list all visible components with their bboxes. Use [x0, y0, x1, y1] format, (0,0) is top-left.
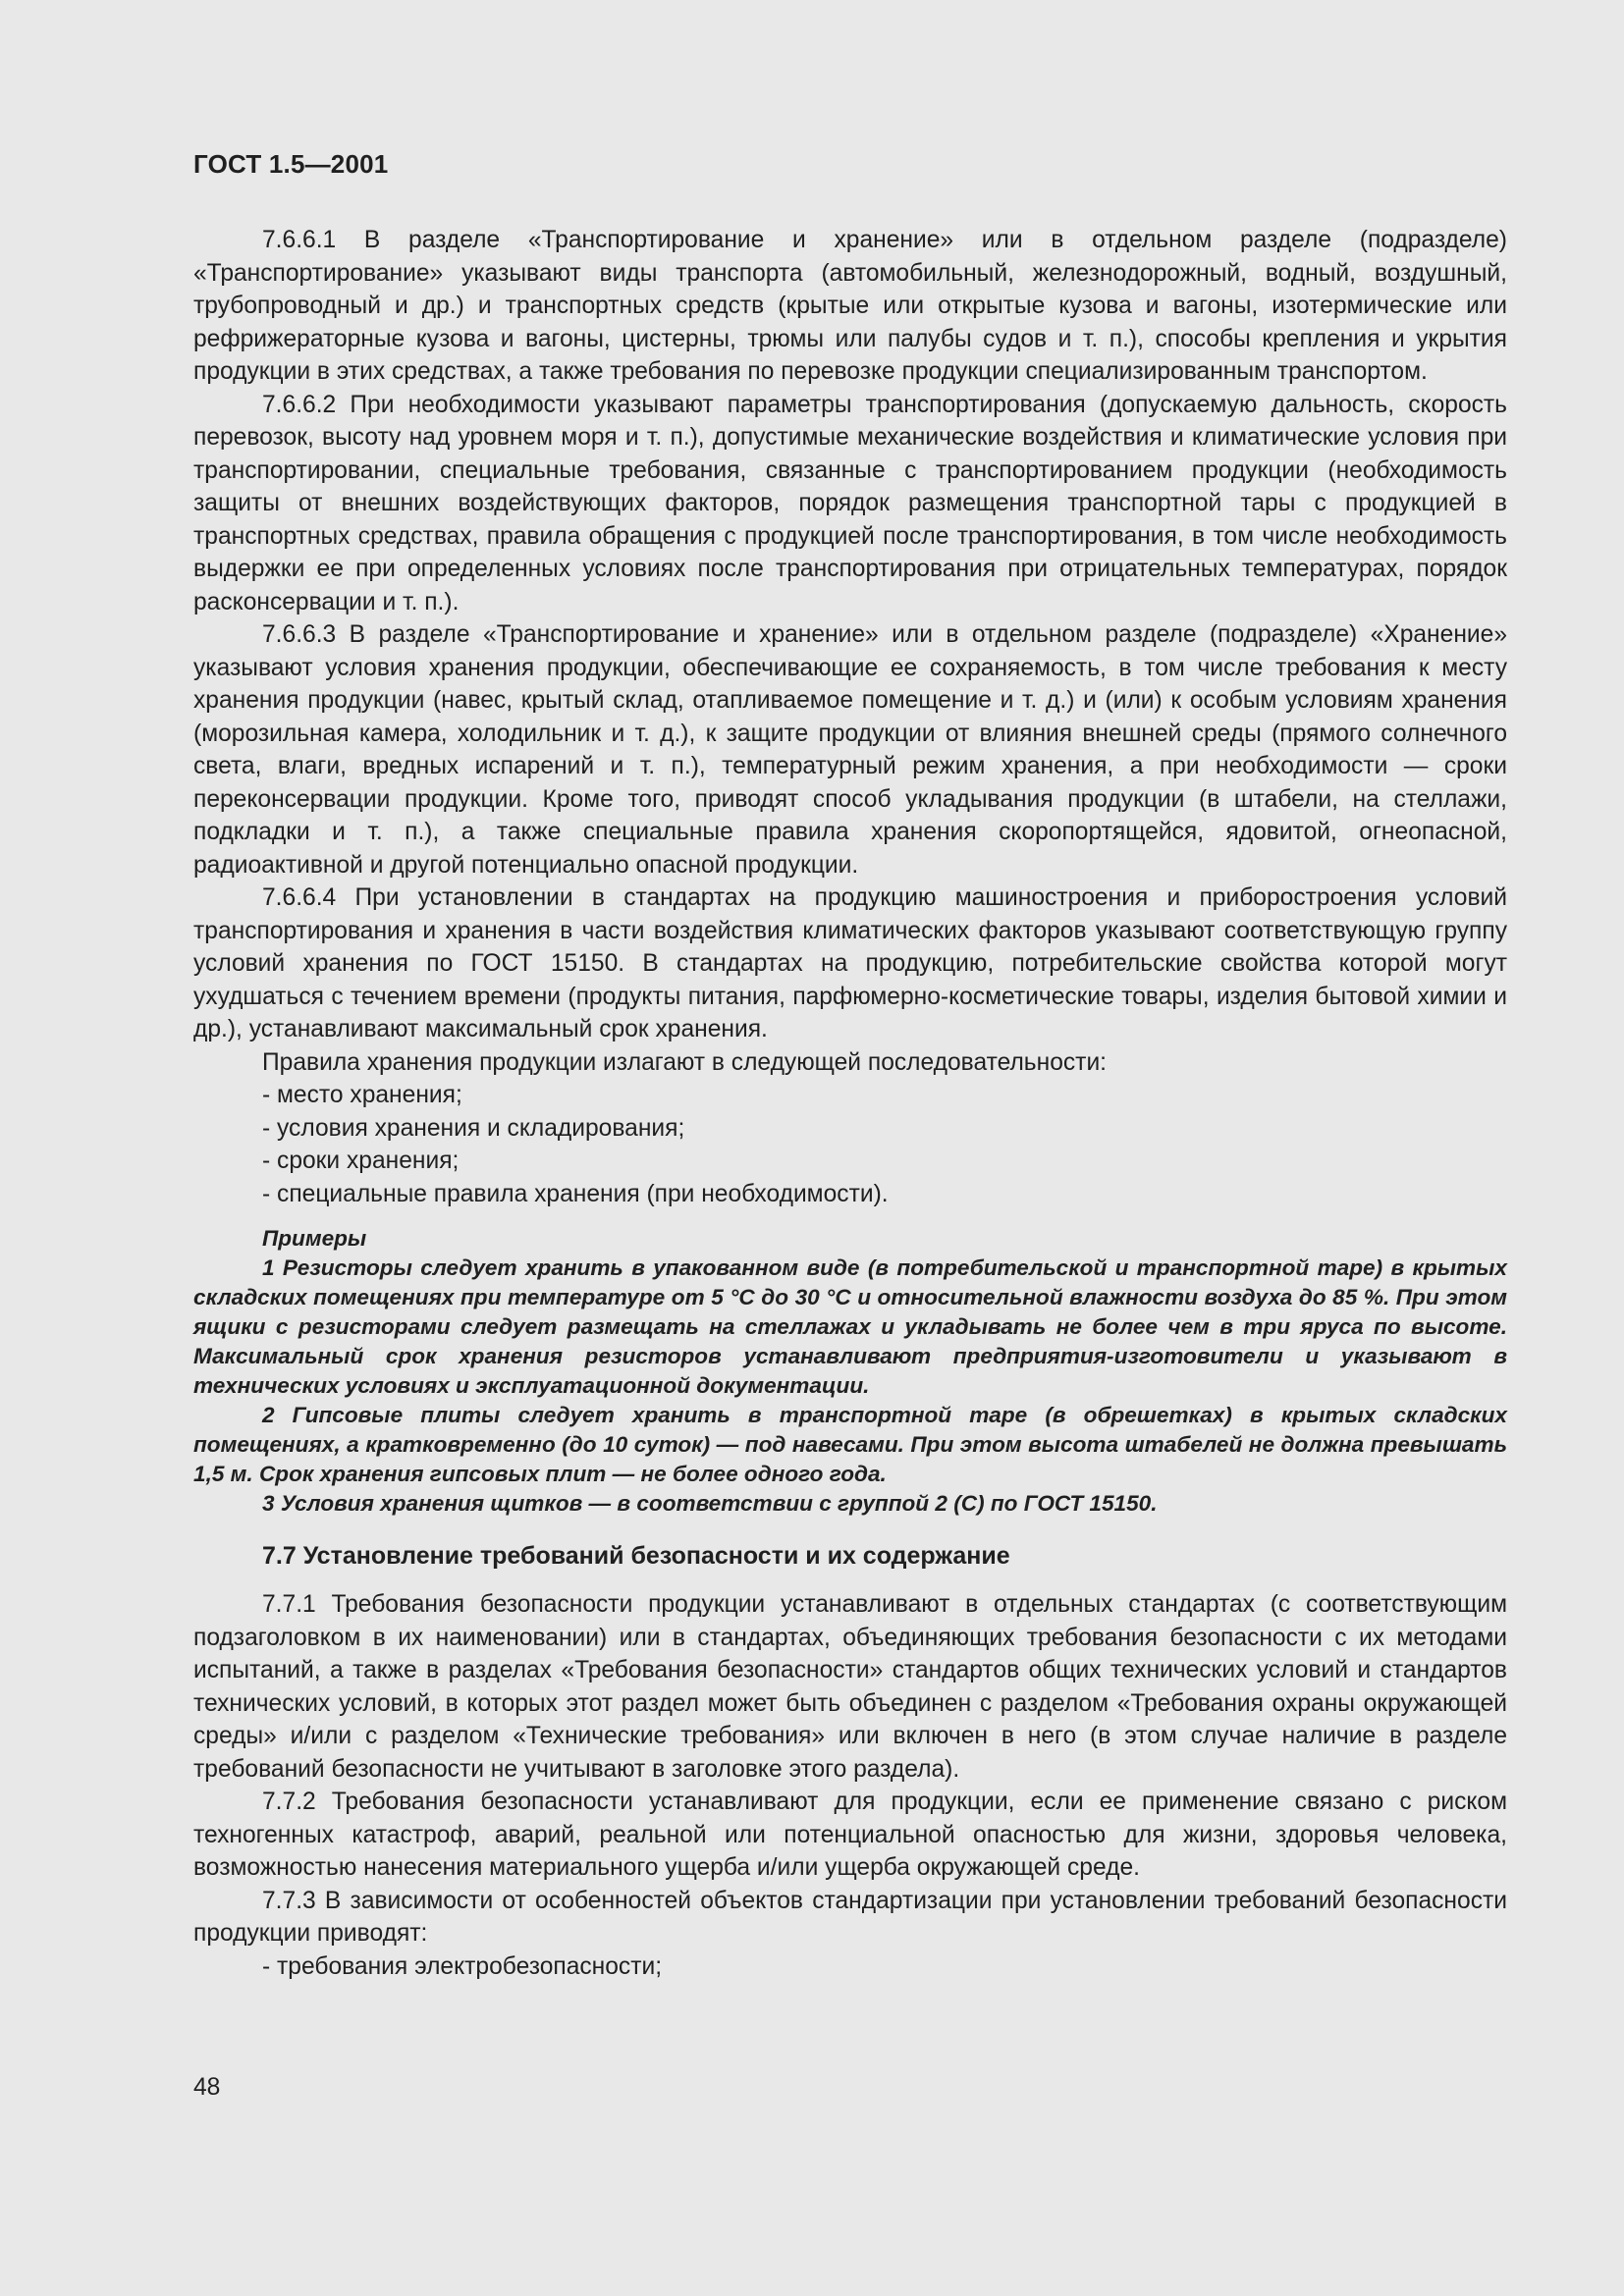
safety-list-item: - требования электробезопасности;: [262, 1952, 663, 1980]
example-item: 3 Условия хранения щитков — в соответствии с группой 2 (С) по ГОСТ 15150.: [262, 1491, 1158, 1516]
paragraph-7-6-6-2: 7.6.6.2 При необходимости указывают параметры транспортирования (допускаемую дальность, скорость перевозок, высоту над уровнем моря и т. п.), допустимые механические воздействия и климатические условия при транспортировании, специальные требования, связанные с транспортированием продукции (необходимость защиты от внешних воздействующих факторов, порядок размещения транспортной тары с продукцией в транспортных средствах, правила обращения с продукцией после транспортирования, в том числе необходимость выдержки ее при определенных условиях после транспортирования при отрицательных температурах, порядок расконсервации и т. п.).: [193, 391, 1507, 615]
paragraph-7-6-6-3: 7.6.6.3 В разделе «Транспортирование и хранение» или в отдельном разделе (подразделе) «Хранение» указывают условия хранения продукции, обеспечивающие ее сохраняемость, в том числе требования к месту хранения продукции (навес, крытый склад, отапливаемое помещение и т. д.) и (или) к особым условиям хранения (морозильная камера, холодильник и т. д.), к защите продукции от влияния внешней среды (прямого солнечного света, влаги, вредных испарений и т. п.), температурный режим хранения, а при необходимости — сроки переконсервации продукции. Кроме того, приводят способ укладывания продукции (в штабели, на стеллажи, подкладки и т. п.), а также специальные правила хранения скоропортящейся, ядовитой, огнеопасной, радиоактивной и другой потенциально опасной продукции.: [193, 621, 1507, 879]
storage-list-item: - условия хранения и складирования;: [262, 1114, 685, 1142]
storage-intro: Правила хранения продукции излагают в следующей последовательности:: [262, 1048, 1108, 1076]
storage-list-item: - место хранения;: [262, 1082, 462, 1108]
paragraph-7-7-2: 7.7.2 Требования безопасности устанавливают для продукции, если ее применение связано с риском техногенных катастроф, аварий, реальной или потенциальной опасностью для жизни, здоровья человека, возможностью нанесения материального ущерба и/или ущерба окружающей среде.: [193, 1789, 1507, 1881]
section-heading-7-7: 7.7 Установление требований безопасности и их содержание: [262, 1542, 1010, 1570]
document-header: ГОСТ 1.5—2001: [193, 149, 389, 179]
example-item: 2 Гипсовые плиты следует хранить в транспортной таре (в обрешетках) в крытых складских помещениях, а кратковременно (до 10 суток) — под навесами. При этом высота штабелей не должна превышать 1,5 м. Срок хранения гипсовых плит — не более одного года.: [193, 1403, 1507, 1486]
paragraph-7-7-1: 7.7.1 Требования безопасности продукции устанавливают в отдельных стандартах (с соответствующим подзаголовком в их наименовании) или в стандартах, объединяющих требования безопасности с их методами испытаний, а также в разделах «Требования безопасности» стандартов общих технических условий и стандартов технических условий, в которых этот раздел может быть объединен с разделом «Требования охраны окружающей среды» и/или с разделом «Технические требования» или включен в него (в этом случае наличие в разделе требований безопасности не учитывают в заголовке этого раздела).: [193, 1591, 1507, 1783]
paragraph-7-7-3: 7.7.3 В зависимости от особенностей объектов стандартизации при установлении требований безопасности продукции приводят:: [193, 1887, 1507, 1947]
page-number: 48: [193, 2074, 221, 2101]
storage-list-item: - специальные правила хранения (при необходимости).: [262, 1180, 889, 1207]
storage-list-item: - сроки хранения;: [262, 1148, 460, 1174]
examples-title: Примеры: [262, 1226, 367, 1251]
document-body: [193, 224, 1507, 1983]
example-item: 1 Резисторы следует хранить в упакованном виде (в потребительской и транспортной таре) в крытых складских помещениях при температуре от 5 °С до 30 °С и относительной влажности воздуха до 85 %. При этом ящики с резисторами следует размещать на стеллажах и укладывать не более чем в три яруса по высоте. Максимальный срок хранения резисторов устанавливают предприятия-изготовители и указывают в технических условиях и эксплуатационной документации.: [193, 1255, 1507, 1398]
paragraph-7-6-6-1: 7.6.6.1 В разделе «Транспортирование и хранение» или в отдельном разделе (подразделе) «Транспортирование» указывают виды транспорта (автомобильный, железнодорожный, водный, воздушный, трубопроводный и др.) и транспортных средств (крытые или открытые кузова и вагоны, изотермические или рефрижераторные кузова и вагоны, цистерны, трюмы или палубы судов и т. п.), способы крепления и укрытия продукции в этих средствах, а также требования по перевозке продукции специализированным транспортом.: [193, 227, 1507, 385]
paragraph-7-6-6-4: 7.6.6.4 При установлении в стандартах на продукцию машиностроения и приборостроения условий транспортирования и хранения в части воздействия климатических факторов указывают соответствующую группу условий хранения по ГОСТ 15150. В стандартах на продукцию, потребительские свойства которой могут ухудшаться с течением времени (продукты питания, парфюмерно-косметические товары, изделия бытовой химии и др.), устанавливают максимальный срок хранения.: [193, 884, 1507, 1042]
